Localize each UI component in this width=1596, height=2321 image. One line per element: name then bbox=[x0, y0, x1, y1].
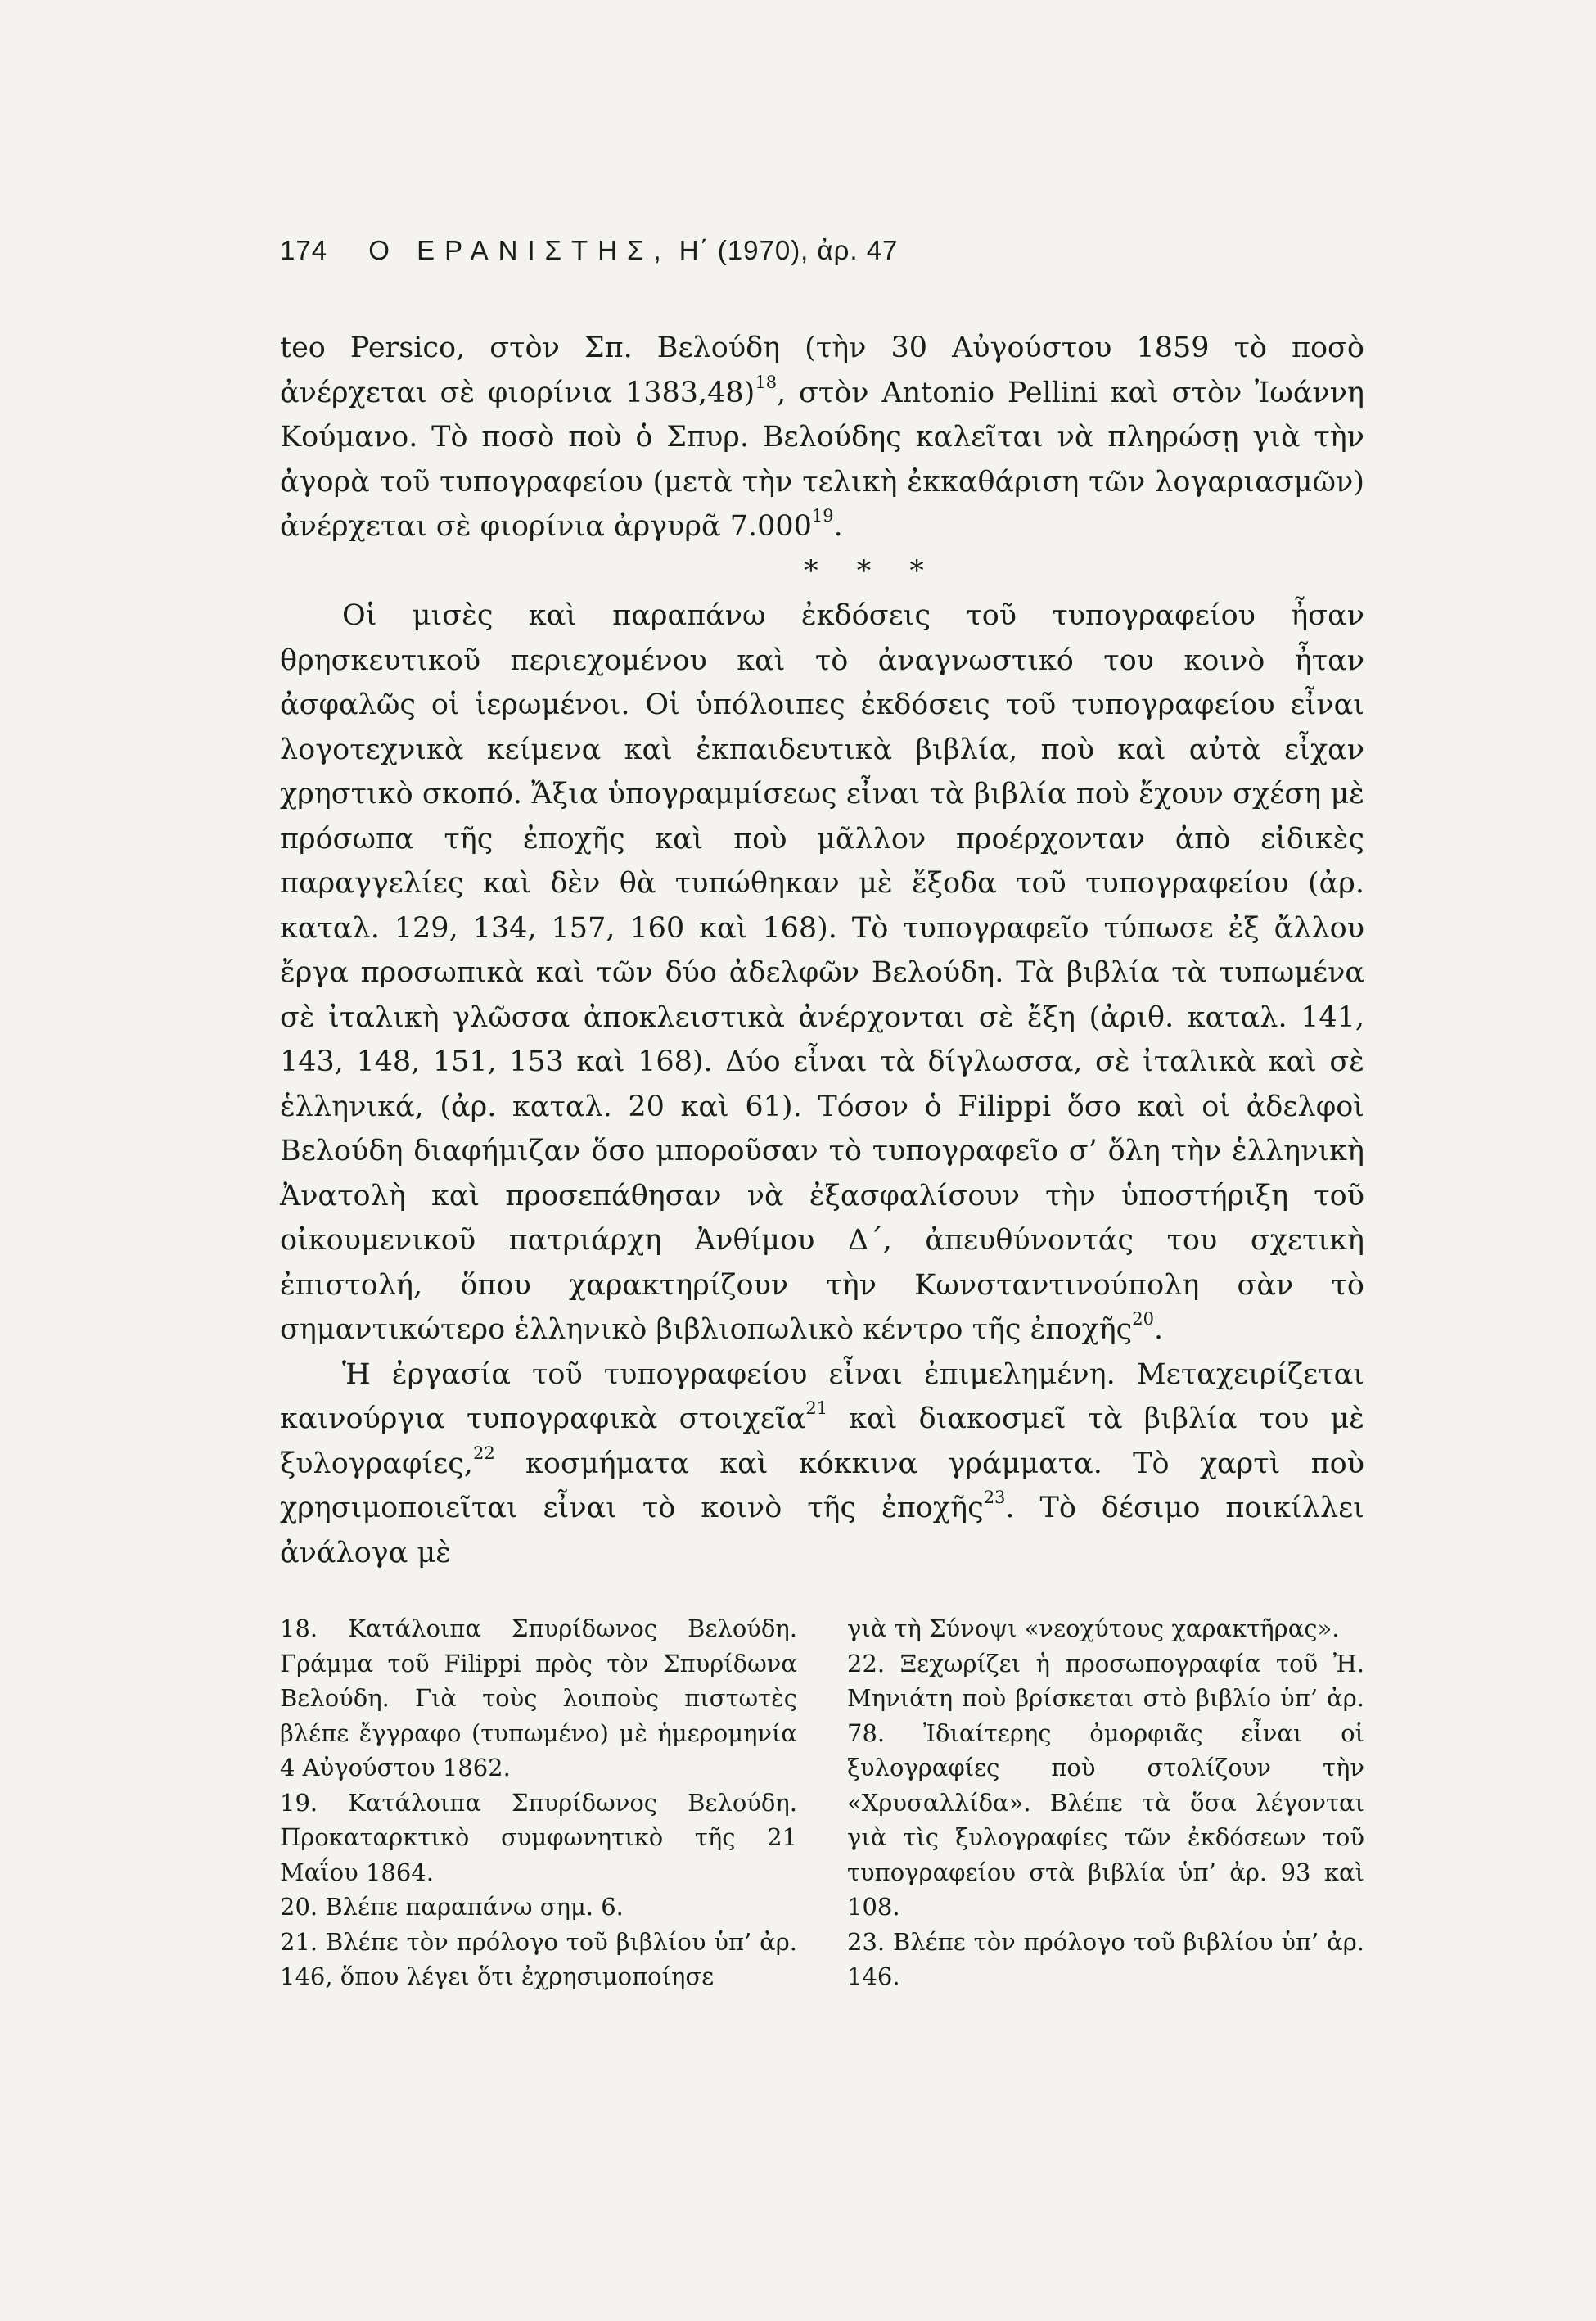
footnote-ref-22: 22 bbox=[473, 1443, 495, 1463]
footnote-18: 18. Κατάλοιπα Σπυρίδωνος Βελούδη. Γράμμα τοῦ Filippi πρὸς τὸν Σπυρίδωνα Βελούδη. Γιὰ τοὺς λοιποὺς πιστωτὲς βλέπε ἔγγραφο (τυπωμένο) μὲ ἡμερομηνία 4 Αὐγούστου 1862. bbox=[280, 1614, 797, 1781]
paragraph-1-part-1: teo Persico, στὸν Σπ. Βελούδη (τὴν 30 Αὐγούστου 1859 τὸ ποσὸ ἀνέρχεται σὲ φιορίνια 1383,48) bbox=[280, 332, 1364, 409]
main-text bbox=[280, 326, 1364, 1575]
paragraph-3-part-1: Ἡ ἐργασία τοῦ τυπογραφείου εἶναι ἐπιμελημένη. Μεταχειρίζεται καινούργια τυπογραφικὰ στοιχεῖα bbox=[280, 1357, 1364, 1435]
footnote-23: 23. Βλέπε τὸν πρόλογο τοῦ βιβλίου ὑπ’ ἀρ. 146. bbox=[847, 1927, 1364, 1990]
footnote-ref-19: 19 bbox=[811, 506, 834, 526]
paragraph-2-part-2: . bbox=[1154, 1313, 1164, 1346]
footnote-ref-21: 21 bbox=[805, 1398, 828, 1419]
footnote-ref-18: 18 bbox=[755, 372, 778, 392]
journal-title: Ο ΕΡΑΝΙΣΤΗΣ, bbox=[368, 235, 671, 265]
footnotes bbox=[280, 1611, 1364, 1994]
paragraph-1 bbox=[280, 326, 1364, 549]
paragraph-2 bbox=[280, 594, 1364, 1352]
journal-volume: Η΄ (1970), ἀρ. 47 bbox=[679, 235, 899, 265]
footnote-20: 20. Βλέπε παραπάνω σημ. 6. bbox=[280, 1893, 624, 1921]
footnote-22: 22. Ξεχωρίζει ἡ προσωπογραφία τοῦ Ἠ. Μηνιάτη ποὺ βρίσκεται στὸ βιβλίο ὑπ’ ἀρ. 78. Ἰδιαίτερης ὀμορφιᾶς εἶναι οἱ ξυλογραφίες ποὺ στολίζουν τὴν «Χρυσαλλίδα». Βλέπε τὰ ὅσα λέγονται γιὰ τὶς ξυλογραφίες τῶν ἐκδόσεων τοῦ τυπογραφείου στὰ βιβλία ὑπ’ ἀρ. 93 καὶ 108. bbox=[847, 1649, 1364, 1921]
paragraph-3 bbox=[280, 1352, 1364, 1576]
paragraph-3-part-4: . Τὸ δέσιμο ποικίλλει ἀνάλογα μὲ bbox=[280, 1492, 1364, 1569]
paragraph-2-part-1: Οἱ μισὲς καὶ παραπάνω ἐκδόσεις τοῦ τυπογραφείου ἦσαν θρησκευτικοῦ περιεχομένου καὶ τὸ ἀναγνωστικό του κοινὸ ἦταν ἀσφαλῶς οἱ ἱερωμένοι. Οἱ ὑπόλοιπες ἐκδόσεις τοῦ τυπογραφείου εἶναι λογοτεχνικὰ κείμενα καὶ ἐκπαιδευτικὰ βιβλία, ποὺ καὶ αὐτὰ εἶχαν χρηστικὸ σκοπό. Ἄξια ὑπογραμμίσεως εἶναι τὰ βιβλία ποὺ ἔχουν σχέση μὲ πρόσωπα τῆς ἐποχῆς καὶ ποὺ μᾶλλον προέρχονταν ἀπὸ εἰδικὲς παραγγελίες καὶ δὲν θὰ τυπώθηκαν μὲ ἔξοδα τοῦ τυπογραφείου (ἀρ. καταλ. 129, 134, 157, 160 καὶ 168). Τὸ τυπογραφεῖο τύπωσε ἐξ ἄλλου ἔργα προσωπικὰ καὶ τῶν δύο ἀδελφῶν Βελούδη. Τὰ βιβλία τὰ τυπωμένα σὲ ἰταλικὴ γλῶσσα ἀποκλειστικὰ ἀνέρχονται σὲ ἔξη (ἀριθ. καταλ. 141, 143, 148, 151, 153 καὶ 168). Δύο εἶναι τὰ δίγλωσσα, σὲ ἰταλικὰ καὶ σὲ ἑλληνικά, (ἀρ. καταλ. 20 καὶ 61). Τόσον ὁ Filippi ὅσο καὶ οἱ ἀδελφοὶ Βελούδη διαφήμιζαν ὅσο μποροῦσαν τὸ τυπογραφεῖο σ’ ὅλη τὴν ἑλληνικὴ Ἀνατολὴ καὶ προσεπάθησαν νὰ ἐξασφαλίσουν τὴν ὑποστήριξη τοῦ οἰκουμενικοῦ πατριάρχη Ἀνθίμου Δ΄, ἀπευθύνοντάς του σχετικὴ ἐπιστολή, ὅπου χαρακτηρίζουν τὴν Κωνσταντινούπολη σὰν τὸ σημαντικώτερο ἑλληνικὸ βιβλιοπωλικὸ κέντρο τῆς ἐποχῆς bbox=[280, 599, 1364, 1346]
section-separator: * * * bbox=[804, 554, 939, 588]
footnotes-left-column bbox=[280, 1611, 797, 1994]
paragraph-3-part-3: κοσμήματα καὶ κόκκινα γράμματα. Τὸ χαρτὶ ποὺ χρησιμοποιεῖται εἶναι τὸ κοινὸ τῆς ἐποχῆς bbox=[280, 1447, 1364, 1524]
paragraph-3-part-2: καὶ διακοσμεῖ τὰ βιβλία του μὲ ξυλογραφίες, bbox=[280, 1402, 1365, 1480]
footnote-ref-23: 23 bbox=[983, 1488, 1006, 1508]
page-number: 174 bbox=[280, 235, 328, 265]
footnote-19: 19. Κατάλοιπα Σπυρίδωνος Βελούδη. Προκαταρκτικὸ συμφωνητικὸ τῆς 21 Μαΐου 1864. bbox=[280, 1788, 797, 1886]
footnote-ref-20: 20 bbox=[1132, 1309, 1155, 1330]
paragraph-1-part-3: . bbox=[833, 510, 843, 543]
running-header bbox=[280, 235, 898, 266]
footnotes-right-column bbox=[847, 1611, 1364, 1994]
paragraph-1-part-2: , στὸν Antonio Pellini καὶ στὸν Ἰωάννη Κούμανο. Τὸ ποσὸ ποὺ ὁ Σπυρ. Βελούδης καλεῖται νὰ πληρώσῃ γιὰ τὴν ἀγορὰ τοῦ τυπογραφείου (μετὰ τὴν τελικὴ ἐκκαθάριση τῶν λογαριασμῶν) ἀνέρχεται σὲ φιορίνια ἀργυρᾶ 7.000 bbox=[280, 376, 1364, 543]
footnote-21: 21. Βλέπε τὸν πρόλογο τοῦ βιβλίου ὑπ’ ἀρ. 146, ὅπου λέγει ὅτι ἐχρησιμοποίησε bbox=[280, 1927, 797, 1990]
footnote-21-continued: γιὰ τὴ Σύνοψι «νεοχύτους χαρακτῆρας». bbox=[847, 1614, 1340, 1642]
